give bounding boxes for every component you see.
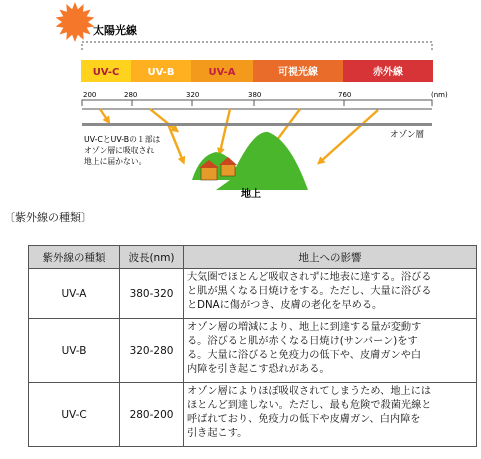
band-label-uv-b: UV-B bbox=[147, 67, 175, 78]
effect-line: 呼ばれており、免疫力の低下や皮膚ガン、白内障を bbox=[187, 414, 421, 425]
effect-line: 内障を引き起こす恐れがある。 bbox=[187, 364, 330, 375]
scale-label-760: 760 bbox=[338, 91, 352, 99]
section-title: 〔紫外線の種類〕 bbox=[4, 211, 92, 224]
sun-icon bbox=[56, 2, 95, 42]
wavelength-cell: 320-280 bbox=[120, 319, 184, 383]
absorption-note-line-3: 地上に届かない。 bbox=[84, 157, 147, 166]
band-label-uv-c: UV-C bbox=[92, 67, 120, 78]
arrow-uv-b-upper bbox=[150, 109, 176, 130]
ozone-layer-bar bbox=[82, 123, 432, 126]
effect-line: る。大量に浴びると免疫力の低下や、皮膚ガンや白 bbox=[187, 350, 422, 361]
arrow-uv-c bbox=[100, 109, 108, 121]
absorption-note-line-1: UV-CとUV-Bの１部は bbox=[84, 135, 161, 144]
effect-cell bbox=[184, 383, 477, 447]
band-label-visible: 可視光線 bbox=[278, 67, 318, 78]
effect-line: オゾン層の増減により、地上に到達する量が変動す bbox=[187, 322, 422, 333]
effect-cell bbox=[184, 269, 477, 319]
scale-label-380: 380 bbox=[248, 91, 262, 99]
uv-type-cell: UV-B bbox=[29, 319, 120, 383]
scale-label-200: 200 bbox=[83, 91, 97, 99]
effect-line: と肌が黒くなる日焼けをする。ただし、大量に浴びる bbox=[187, 286, 432, 297]
table-row bbox=[29, 319, 477, 383]
table-row bbox=[29, 383, 477, 447]
effect-line: 引き起こす。 bbox=[187, 428, 248, 439]
wavelength-cell: 380-320 bbox=[120, 269, 184, 319]
band-label-infrared: 赤外線 bbox=[373, 67, 403, 78]
effect-line: 大気圏でほとんど吸収されずに地表に達する。浴びる bbox=[187, 272, 432, 283]
sunlight-bracket bbox=[82, 42, 432, 50]
ground-label: 地上 bbox=[241, 189, 261, 200]
effect-line: オゾン層によりほぼ吸収されてしまうため、地上には bbox=[187, 386, 432, 397]
header-uv-type: 紫外線の種類 bbox=[29, 246, 120, 269]
table-header-row bbox=[29, 246, 477, 269]
arrow-infrared bbox=[320, 110, 378, 162]
header-effect: 地上への影響 bbox=[184, 246, 477, 269]
uv-type-cell: UV-A bbox=[29, 269, 120, 319]
table-row bbox=[29, 269, 477, 319]
scale-label-280: 280 bbox=[124, 91, 138, 99]
uv-type-cell: UV-C bbox=[29, 383, 120, 447]
wavelength-cell: 280-200 bbox=[120, 383, 184, 447]
spectrum-bar bbox=[81, 60, 433, 82]
diagram-title: 太陽光線 bbox=[93, 24, 137, 37]
effect-line: とDNAに傷がつき、皮膚の老化を早める。 bbox=[187, 300, 383, 311]
ground-illustration bbox=[192, 132, 308, 200]
scale-unit: (nm) bbox=[431, 91, 448, 99]
ozone-label: オゾン層 bbox=[390, 130, 425, 140]
absorption-note-line-2: オゾン層に吸収され bbox=[84, 146, 155, 155]
uv-types-table bbox=[28, 245, 477, 447]
solar-spectrum-diagram bbox=[0, 0, 481, 205]
effect-line: ほとんど到達しない。ただし、最も危険で殺菌光線と bbox=[187, 400, 432, 411]
arrow-uv-a bbox=[220, 109, 230, 152]
header-wavelength: 波長(nm) bbox=[120, 246, 184, 269]
effect-cell bbox=[184, 319, 477, 383]
wavelength-scale bbox=[82, 91, 448, 109]
band-label-uv-a: UV-A bbox=[208, 67, 236, 78]
effect-line: る。浴びると肌が赤くなる日焼け(サンバーン)をす bbox=[187, 336, 418, 347]
scale-label-320: 320 bbox=[186, 91, 200, 99]
